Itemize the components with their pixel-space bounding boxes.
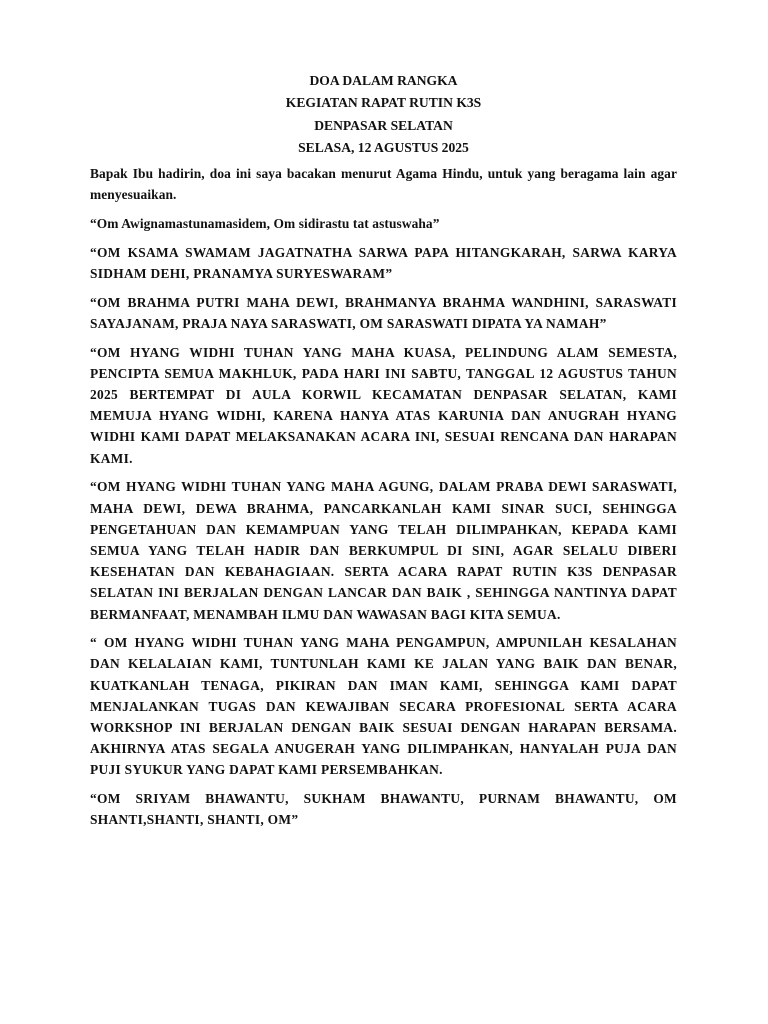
document-title xyxy=(90,70,677,159)
prayer-paragraph: “OM HYANG WIDHI TUHAN YANG MAHA AGUNG, DALAM PRABA DEWI SARASWATI, MAHA DEWI, DEWA BRAHMA, PANCARKANLAH KAMI SINAR SUCI, SEHINGGA PENGETAHUAN DAN KEMAMPUAN YANG TELAH DILIMPAHKAN, KEPADA KAMI SEMUA YANG TELAH HADIR DAN BERKUMPUL DI SINI, AGAR SELALU DIBERI KESEHATAN DAN KEBAHAGIAAN. SERTA ACARA RAPAT RUTIN K3S DENPASAR SELATAN INI BERJALAN DENGAN LANCAR DAN BAIK , SEHINGGA NANTINYA DAPAT BERMANFAAT, MENAMBAH ILMU DAN WAWASAN BAGI KITA SEMUA. xyxy=(90,479,677,622)
title-line: DENPASAR SELATAN xyxy=(314,117,453,133)
opening-mantra: “Om Awignamastunamasidem, Om sidirastu tat astuswaha” xyxy=(90,216,440,232)
prayer-paragraph: “OM HYANG WIDHI TUHAN YANG MAHA KUASA, PELINDUNG ALAM SEMESTA, PENCIPTA SEMUA MAKHLUK, PADA HARI INI SABTU, TANGGAL 12 AGUSTUS TAHUN 2025 BERTEMPAT DI AULA KORWIL KECAMATAN DENPASAR SELATAN, KAMI MEMUJA HYANG WIDHI, KARENA HANYA ATAS KARUNIA DAN ANUGRAH HYANG WIDHI KAMI DAPAT MELAKSANAKAN ACARA INI, SESUAI RENCANA DAN HARAPAN KAMI. xyxy=(90,344,677,466)
title-line: SELASA, 12 AGUSTUS 2025 xyxy=(298,139,469,155)
prayer-paragraph: “OM BRAHMA PUTRI MAHA DEWI, BRAHMANYA BRAHMA WANDHINI, SARASWATI SAYAJANAM, PRAJA NAYA SARASWATI, OM SARASWATI DIPATA YA NAMAH” xyxy=(90,294,677,331)
prayer-paragraph: “OM KSAMA SWAMAM JAGATNATHA SARWA PAPA HITANGKARAH, SARWA KARYA SIDHAM DEHI, PRANAMYA SURYESWARAM” xyxy=(90,244,677,281)
title-line: DOA DALAM RANGKA xyxy=(309,73,458,88)
prayer-paragraph: “ OM HYANG WIDHI TUHAN YANG MAHA PENGAMPUN, AMPUNILAH KESALAHAN DAN KELALAIAN KAMI, TUNTUNLAH KAMI KE JALAN YANG BAIK DAN BENAR, KUATKANLAH TENAGA, PIKIRAN DAN IMAN KAMI, SEHINGGA KAMI DAPAT MENJALANKAN TUGAS DAN KEWAJIBAN SECARA PROFESIONAL SERTA ACARA WORKSHOP INI BERJALAN DENGAN BAIK SESUAI DENGAN HARAPAN BERSAMA. AKHIRNYA ATAS SEGALA ANUGERAH YANG DILIMPAHKAN, HANYALAH PUJA DAN PUJI SYUKUR YANG DAPAT KAMI PERSEMBAHKAN. xyxy=(90,635,677,778)
title-line: KEGIATAN RAPAT RUTIN K3S xyxy=(285,95,482,111)
closing-mantra: “OM SRIYAM BHAWANTU, SUKHAM BHAWANTU, PURNAM BHAWANTU, OM SHANTI,SHANTI, SHANTI, OM” xyxy=(90,791,677,828)
intro-paragraph: Bapak Ibu hadirin, doa ini saya bacakan menurut Agama Hindu, untuk yang beragama lain agar menyesuaikan. xyxy=(90,166,677,203)
document-page xyxy=(90,70,677,838)
